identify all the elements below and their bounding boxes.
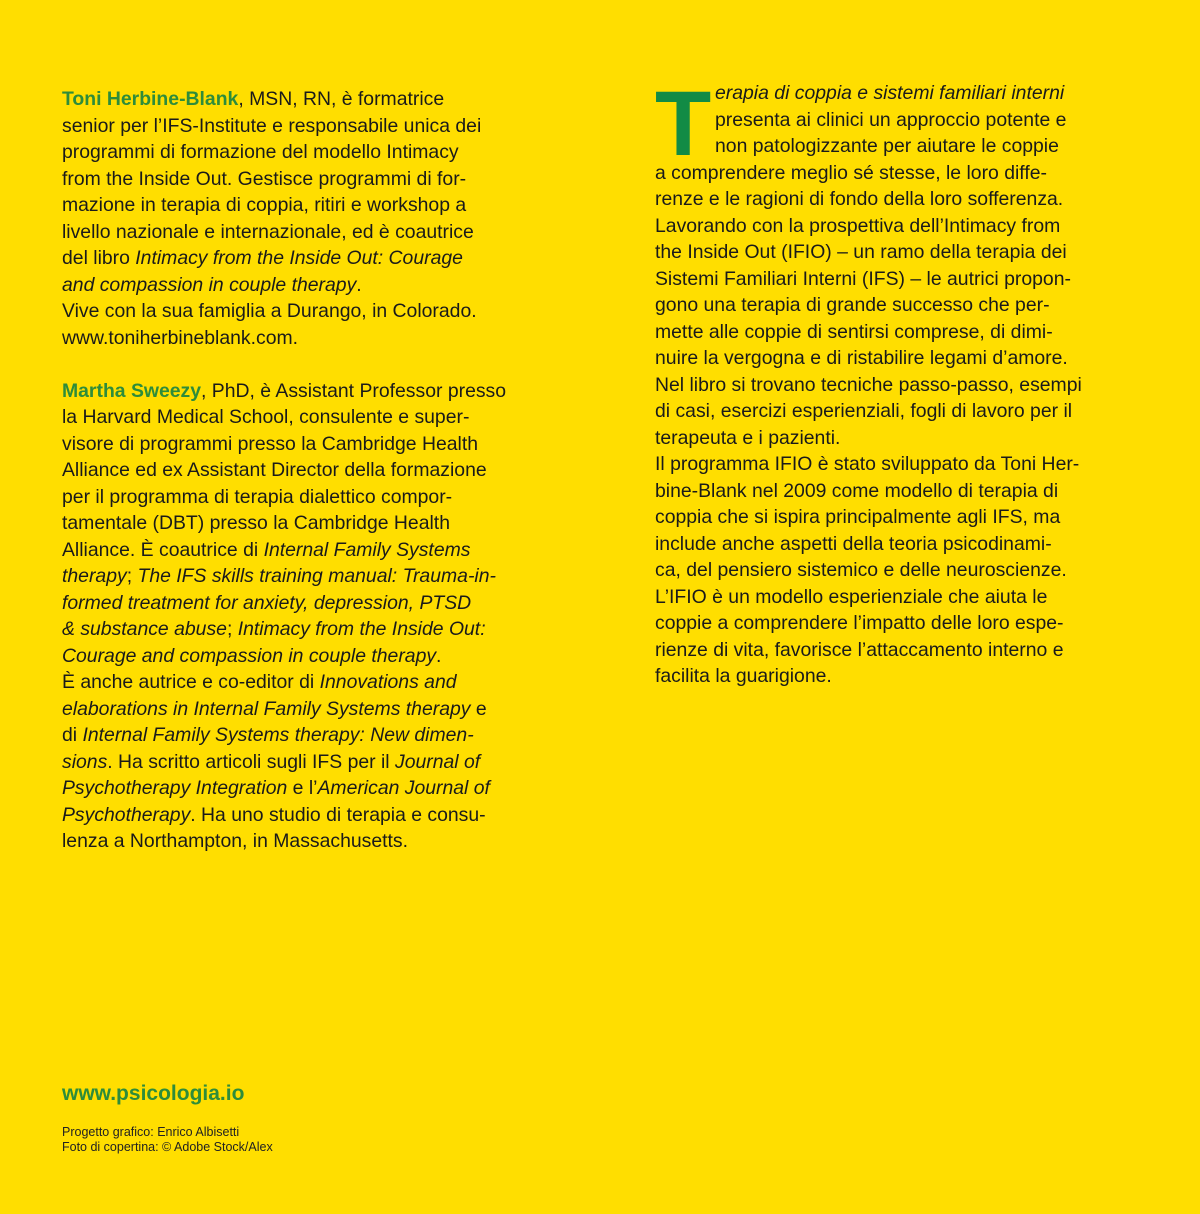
author1-line: livello nazionale e internazionale, ed è coautrice [62, 220, 474, 243]
description-line: coppia che si ispira principalmente agli IFS, ma [655, 506, 1061, 528]
description-line: rienze di vita, favorisce l’attaccamento interno e [655, 638, 1064, 661]
credits [62, 1125, 273, 1154]
book-description-column [655, 73, 1123, 690]
author2-bio [62, 378, 532, 855]
author2-line: lenza a Northampton, in Massachusetts. [62, 830, 408, 852]
description-line: a comprendere meglio sé stesse, le loro diffe- [655, 161, 1047, 184]
author2-line: per il programma di terapia dialettico compor- [62, 485, 453, 508]
author2-line: Alliance. È coautrice di Internal Family Systems [62, 538, 471, 561]
author2-line: formed treatment for anxiety, depression, PTSD [62, 591, 472, 614]
author1-bio [62, 86, 532, 351]
description-line: Sistemi Familiari Interni (IFS) – le autrici propon- [655, 267, 1071, 290]
description-line: presenta ai clinici un approccio potente e [715, 108, 1067, 131]
author2-line: Courage and compassion in couple therapy. [62, 644, 442, 667]
credit-graphic-design: Progetto grafico: Enrico Albisetti [62, 1125, 240, 1139]
description-line: facilita la guarigione. [655, 665, 832, 687]
description-line: gono una terapia di grande successo che per- [655, 294, 1050, 316]
author1-line: www.toniherbineblank.com. [62, 326, 299, 349]
author2-line: Psychotherapy. Ha uno studio di terapia e consu- [62, 803, 486, 826]
author2-line: sions. Ha scritto articoli sugli IFS per il Journal of [62, 750, 481, 773]
description-line: the Inside Out (IFIO) – un ramo della terapia dei [655, 241, 1067, 263]
paragraph-gap [62, 351, 532, 378]
author1-name: Toni Herbine-Blank [62, 88, 239, 110]
credit-cover-photo: Foto di copertina: © Adobe Stock/Alex [62, 1139, 273, 1154]
description-line: include anche aspetti della teoria psicodinami- [655, 532, 1052, 555]
author2-line: la Harvard Medical School, consulente e super- [62, 406, 470, 428]
author2-line: visore di programmi presso la Cambridge Health [62, 432, 478, 455]
author2-line: Psychotherapy Integration e l’American Journal of [62, 777, 490, 799]
description-line: bine-Blank nel 2009 come modello di terapia di [655, 479, 1059, 502]
author1-line: from the Inside Out. Gestisce programmi di for- [62, 167, 467, 190]
drop-cap-letter: T [655, 73, 712, 175]
description-line: nuire la vergogna e di ristabilire legami d’amore. [655, 347, 1068, 369]
description-line: erapia di coppia e sistemi familiari interni [715, 82, 1065, 104]
publisher-website-link[interactable]: www.psicologia.io [62, 1082, 245, 1105]
author1-line: programmi di formazione del modello Intimacy [62, 141, 459, 163]
author2-line: tamentale (DBT) presso la Cambridge Health [62, 512, 450, 534]
author2-line: therapy; The IFS skills training manual: Trauma-in- [62, 565, 496, 587]
author1-line: Toni Herbine-Blank, MSN, RN, è formatrice [62, 88, 445, 110]
description-line: L’IFIO è un modello esperienziale che aiuta le [655, 585, 1048, 608]
author2-line: elaborations in Internal Family Systems therapy e [62, 697, 487, 720]
author1-line: senior per l’IFS-Institute e responsabile unica dei [62, 114, 482, 137]
description-line: coppie a comprendere l’impatto delle loro espe- [655, 612, 1064, 634]
author1-line: and compassion in couple therapy. [62, 273, 362, 296]
description-line: di casi, esercizi esperienziali, fogli di lavoro per il [655, 400, 1073, 422]
book-description [655, 73, 1123, 690]
description-line: ca, del pensiero sistemico e delle neuroscienze. [655, 559, 1067, 581]
description-line: Nel libro si trovano tecniche passo-passo, esempi [655, 373, 1082, 396]
description-line: mette alle coppie di sentirsi comprese, di dimi- [655, 320, 1053, 343]
author2-line: & substance abuse; Intimacy from the Inside Out: [62, 618, 486, 640]
description-line: terapeuta e i pazienti. [655, 426, 841, 449]
author1-line: del libro Intimacy from the Inside Out: Courage [62, 247, 463, 269]
author2-name: Martha Sweezy [62, 379, 202, 402]
author-bios-column [62, 86, 532, 855]
author2-line: Martha Sweezy, PhD, è Assistant Professor presso [62, 379, 507, 402]
author2-line: di Internal Family Systems therapy: New dimen- [62, 724, 474, 746]
author1-line: Vive con la sua famiglia a Durango, in Colorado. [62, 300, 477, 322]
author2-line: Alliance ed ex Assistant Director della formazione [62, 459, 487, 481]
description-line: Lavorando con la prospettiva dell’Intimacy from [655, 214, 1061, 237]
author1-line: mazione in terapia di coppia, ritiri e workshop a [62, 194, 467, 216]
author2-line: È anche autrice e co-editor di Innovations and [62, 671, 457, 693]
description-line: renze e le ragioni di fondo della loro sofferenza. [655, 188, 1064, 210]
description-line: Il programma IFIO è stato sviluppato da Toni Her- [655, 453, 1080, 475]
description-line: non patologizzante per aiutare le coppie [715, 135, 1059, 157]
